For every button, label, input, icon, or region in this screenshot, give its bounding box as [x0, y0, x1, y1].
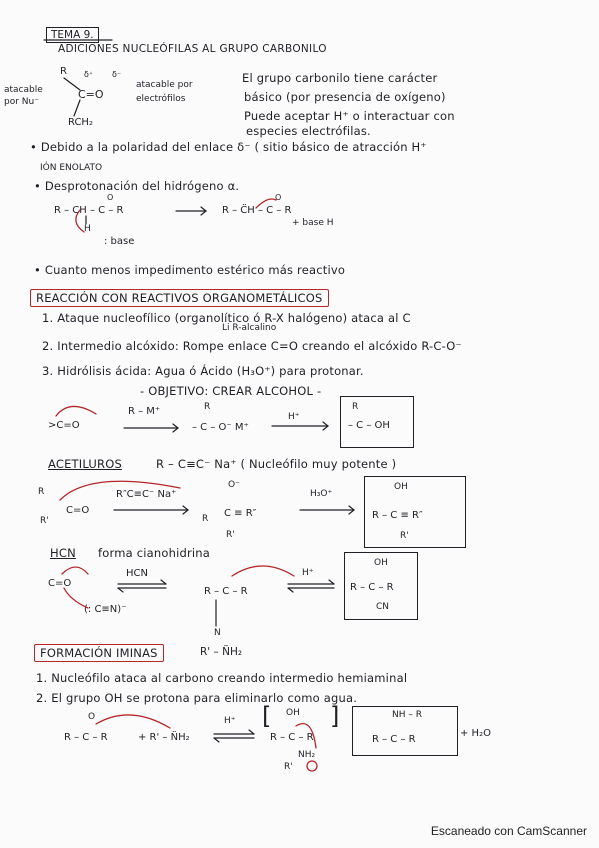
organometallic-intermediate: – C – O⁻ M⁺ — [192, 422, 249, 433]
deprot-product-o: O — [275, 193, 282, 202]
imines-product: R – C – R — [372, 734, 416, 745]
imines-intermediate-rprime: R' — [284, 762, 293, 772]
hcn-h-plus: H⁺ — [302, 568, 314, 578]
acetylides-intermediate-r: R — [202, 514, 209, 524]
carbonyl-note-4: especies electrófilas. — [246, 124, 371, 138]
acetylides-r: R — [38, 487, 45, 497]
imines-intermediate-oh: OH — [286, 708, 300, 718]
organometallic-objective: - OBJETIVO: CREAR ALCOHOL - — [140, 384, 322, 398]
carbonyl-bond-top — [64, 78, 80, 90]
carbonyl-delta-plus: δ⁺ — [84, 70, 94, 79]
carbonyl-label-left: atacable por Nu⁻ — [4, 85, 43, 107]
imines-reactant-o: O — [88, 712, 96, 722]
hcn-heading: HCN — [50, 546, 76, 560]
acetylides-product: R – C ≡ R″ — [372, 510, 423, 521]
deprot-product-red-arrow — [256, 199, 276, 208]
steric-note: • Cuanto menos impedimento estérico más reactivo — [34, 263, 346, 277]
acetylides-product-rprime: R' — [400, 531, 409, 541]
deprot-product-extra: + base H — [292, 218, 334, 228]
page-title: TEMA 9. — [46, 27, 99, 43]
acetylides-formula: R – C≡C⁻ Na⁺ ( Nucleófilo muy potente ) — [156, 457, 397, 471]
hcn-intermediate: R – C – R — [204, 586, 248, 597]
hcn-product-oh: OH — [374, 558, 388, 568]
carbonyl-note-2: básico (por presencia de oxígeno) — [244, 90, 446, 104]
acetylides-product-oh: OH — [394, 482, 408, 492]
acetylides-intermediate-rprime: R' — [226, 530, 235, 540]
acetylides-intermediate: C ≡ R″ — [224, 508, 257, 519]
acetylides-acid: H₃O⁺ — [310, 489, 333, 499]
acetylides-intermediate-o: O⁻ — [228, 480, 240, 490]
deprot-red-curved-arrow — [76, 210, 84, 232]
hcn-red-arrow-1 — [62, 567, 88, 574]
imines-bracket-right: ] — [330, 702, 340, 730]
organometallic-step-1-sub: Li R-alcalino — [222, 323, 277, 333]
imines-heading: FORMACIÓN IMINAS — [34, 644, 164, 662]
hcn-product: R – C – R — [350, 582, 394, 593]
hcn-c-o: C=O — [48, 578, 72, 589]
imines-intermediate-nh: NH₂ — [298, 750, 316, 760]
hcn-red-arrow-2 — [64, 588, 88, 608]
imines-water: + H₂O — [460, 728, 491, 739]
carbonyl-r-top: R — [60, 66, 67, 77]
imines-intermediate: R – C – R — [270, 732, 314, 743]
deprot-reactant: R – CH – C – R — [54, 205, 124, 216]
organometallic-c-o: >C=O — [48, 420, 80, 431]
imines-amine: R' – N̈H₂ — [200, 646, 243, 658]
carbonyl-label-right: atacable por electrófilos — [136, 80, 193, 104]
carbonyl-delta-minus: δ⁻ — [112, 70, 122, 79]
organometallic-step-1: 1. Ataque nucleofílico (organolítico ó R-X halógeno) ataca al C — [42, 311, 411, 325]
hcn-product-cn: CN — [376, 602, 390, 612]
imines-step-1: 1. Nucleófilo ataca al carbono creando intermedio hemiaminal — [36, 671, 408, 685]
organometallic-product-r: R — [352, 402, 359, 412]
organometallic-reagent: R – M⁺ — [128, 406, 161, 417]
organometallic-r: R — [204, 402, 211, 412]
acetylides-c-o: C=O — [66, 505, 90, 516]
scanner-watermark: Escaneado con CamScanner — [430, 824, 587, 838]
carbonyl-r-bottom: RCH₂ — [68, 117, 93, 128]
page-subtitle: ADICIONES NUCLEÓFILAS AL GRUPO CARBONILO — [58, 43, 327, 55]
bullet-deprotonation: • Desprotonación del hidrógeno α. — [34, 179, 240, 193]
carbonyl-center: C=O — [78, 88, 104, 101]
acetylides-red-arrow — [60, 481, 180, 500]
imines-reactant: R – C – R — [64, 732, 108, 743]
imines-red-arrow — [96, 715, 170, 728]
carbonyl-bond-bottom — [74, 100, 80, 116]
organometallic-heading: REACCIÓN CON REACTIVOS ORGANOMETÁLICOS — [30, 289, 329, 307]
imines-intermediate-red-arrow — [296, 724, 316, 748]
acetylides-reagent: R″C≡C⁻ Na⁺ — [116, 489, 177, 500]
hcn-intermediate-red-arrow — [232, 566, 294, 576]
bullet-polarity: • Debido a la polaridad del enlace δ⁻ ( sitio básico de atracción H⁺ — [30, 140, 427, 154]
imines-step-2: 2. El grupo OH se protona para eliminarlo como agua. — [36, 691, 358, 705]
imines-positive-charge — [307, 761, 317, 771]
hcn-n: N — [214, 628, 221, 638]
hcn-cyanide: (: C≡N)⁻ — [84, 604, 127, 615]
enolate-label: IÓN ENOLATO — [40, 163, 103, 173]
imines-bracket-left: [ — [262, 702, 272, 730]
imines-product-nh: NH – R — [392, 710, 422, 720]
organometallic-product: – C – OH — [348, 420, 390, 431]
deprot-product: R – C̈H – C – R — [222, 205, 292, 216]
deprot-reactant-h: H — [84, 224, 91, 234]
deprot-reactant-o: O — [107, 193, 114, 202]
organometallic-red-arrow — [56, 406, 96, 416]
organometallic-step-3: 3. Hidrólisis ácida: Agua ó Ácido (H₃O⁺) para protonar. — [42, 364, 364, 378]
acetylides-heading: ACETILUROS — [48, 457, 122, 471]
imines-h-plus: H⁺ — [224, 716, 236, 726]
deprot-base: : base — [104, 236, 135, 247]
organometallic-step-2: 2. Intermedio alcóxido: Rompe enlace C=O creando el alcóxido R-C-O⁻ — [42, 339, 462, 353]
hcn-reagent: HCN — [126, 568, 148, 579]
acetylides-r-prime: R' — [40, 516, 49, 526]
imines-plus-amine: + R' – N̈H₂ — [138, 732, 190, 743]
carbonyl-note-3: Puede aceptar H⁺ o interactuar con — [244, 109, 455, 123]
carbonyl-note-1: El grupo carbonilo tiene carácter — [242, 71, 438, 85]
organometallic-h-plus: H⁺ — [288, 412, 300, 422]
hcn-label: forma cianohidrina — [98, 546, 211, 560]
